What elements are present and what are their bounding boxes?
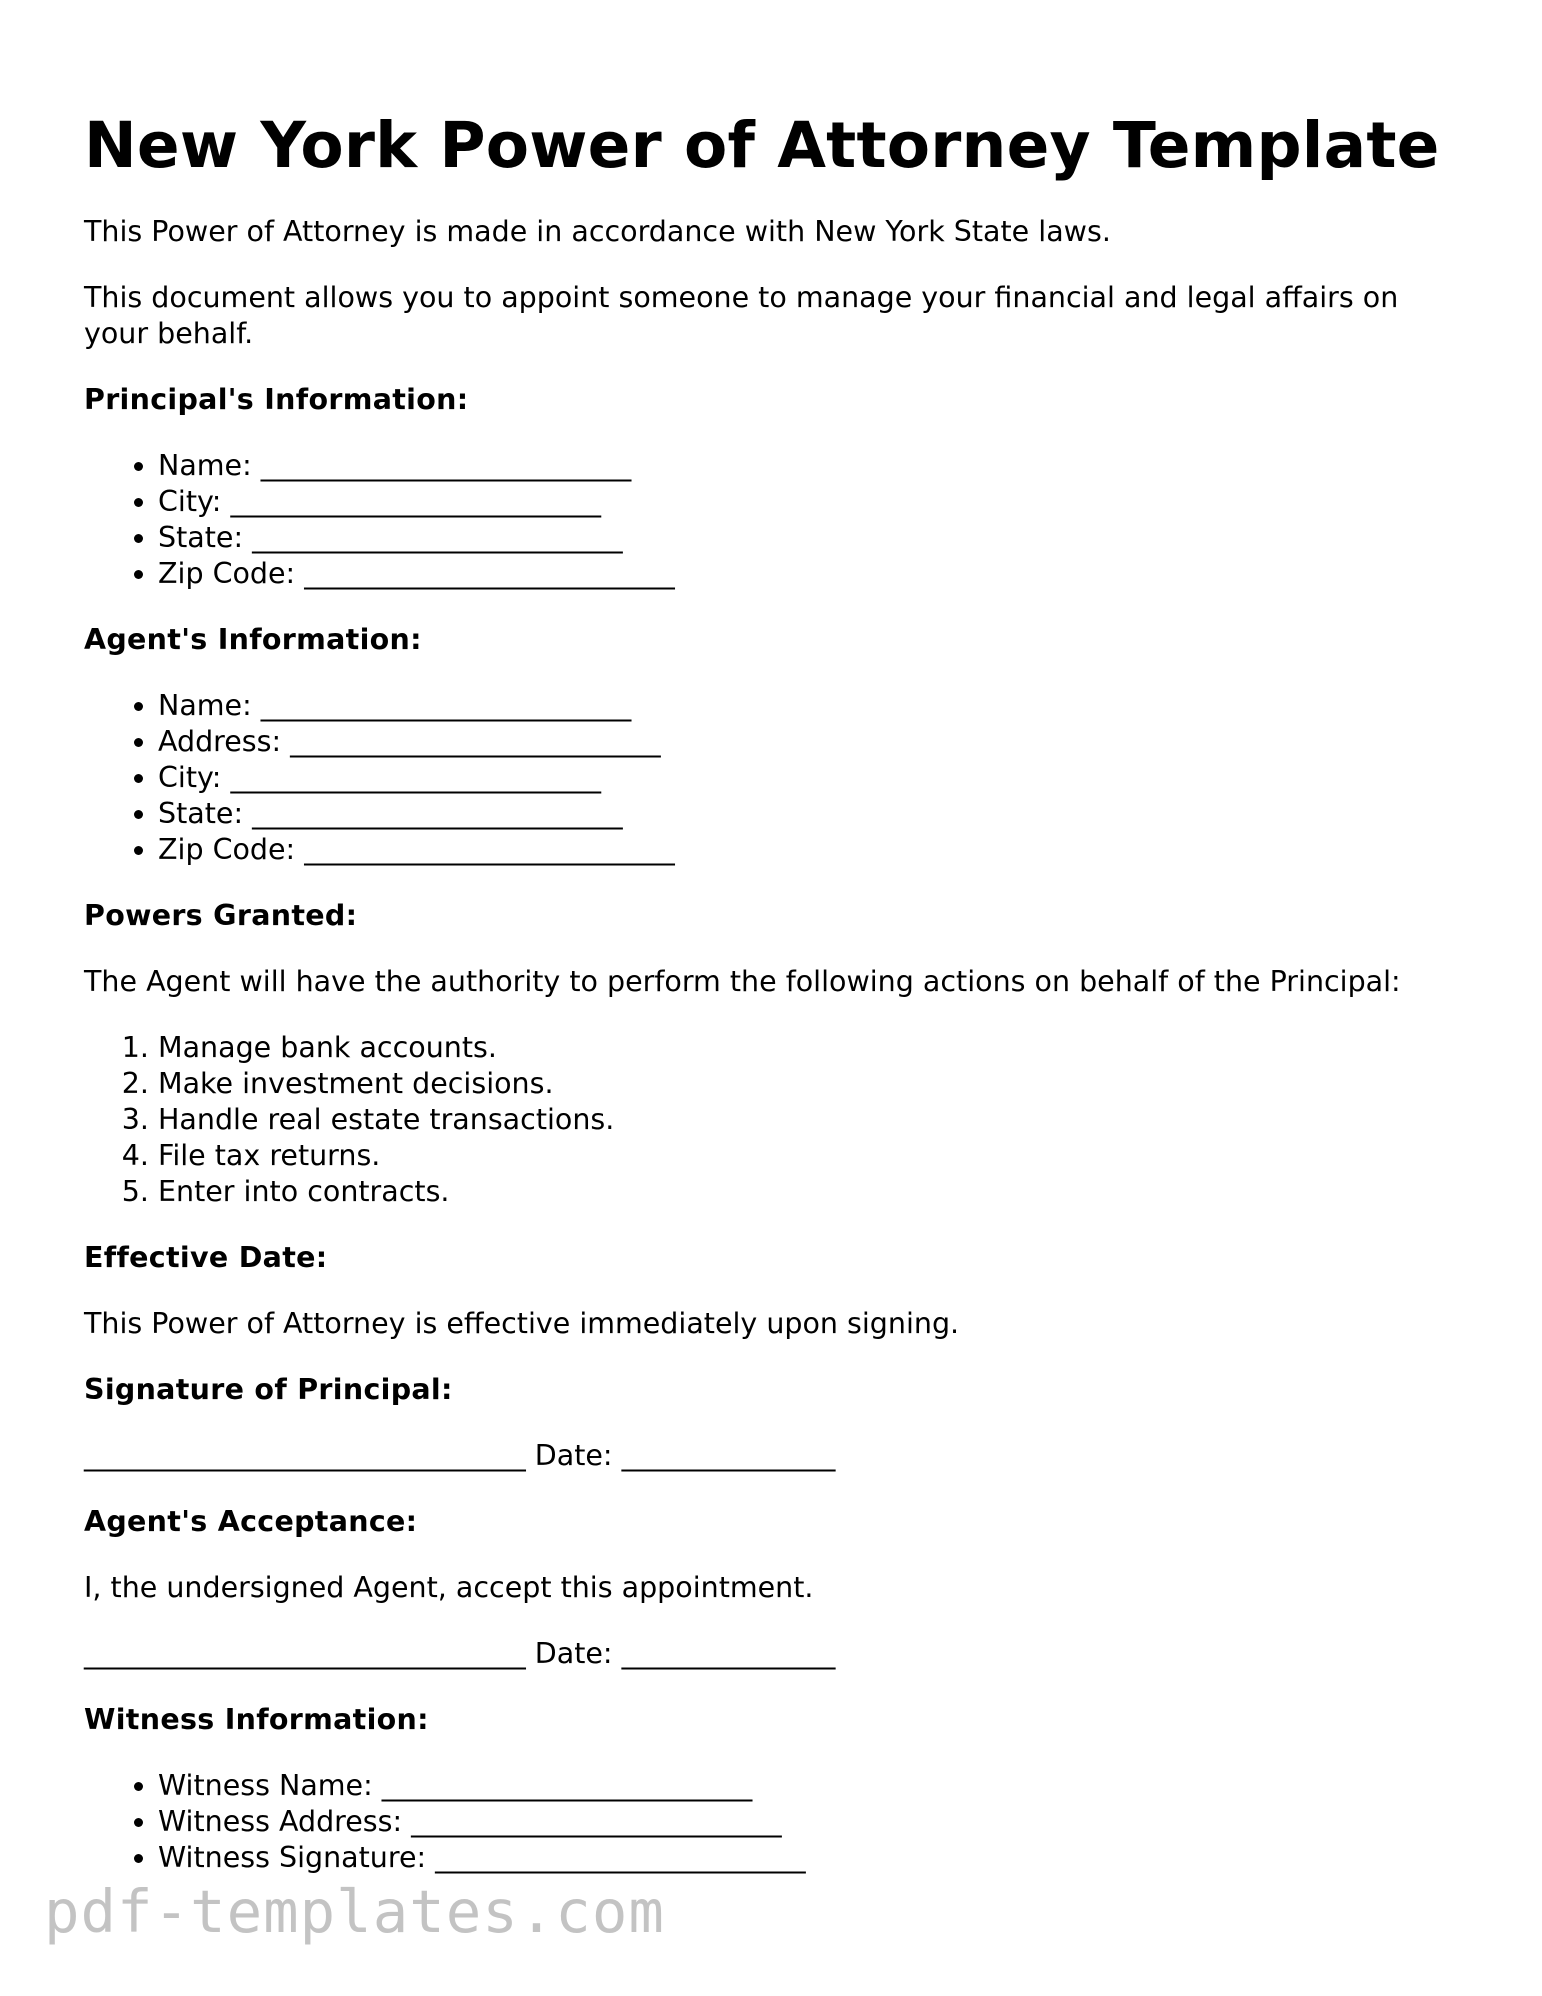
effective-date-heading: Effective Date: <box>84 1241 328 1274</box>
witness-signature-field: • Witness Signature: __________________________ <box>158 1840 1464 1876</box>
witness-name-field: • Witness Name: __________________________ <box>158 1768 1464 1804</box>
principal-info-heading: Principal's Information: <box>84 383 469 416</box>
agent-city-field: • City: __________________________ <box>158 760 1464 796</box>
page-title: New York Power of Attorney Template <box>84 109 1440 182</box>
intro-paragraph-1: This Power of Attorney is made in accordance with New York State laws. <box>84 215 1111 248</box>
intro-paragraph-2: This document allows you to appoint someone to manage your financial and legal affairs on your behalf. <box>84 281 1399 350</box>
principal-name-field: • Name: __________________________ <box>158 448 1464 484</box>
agent-info-heading: Agent's Information: <box>84 623 422 656</box>
agent-info-list <box>84 688 1464 868</box>
principal-signature-line: _______________________________ Date: _______________ <box>84 1439 836 1472</box>
powers-description: The Agent will have the authority to perform the following actions on behalf of the Principal: <box>84 965 1401 998</box>
principal-city-field: • City: __________________________ <box>158 484 1464 520</box>
agent-name-field: • Name: __________________________ <box>158 688 1464 724</box>
powers-list <box>84 1030 1464 1210</box>
witness-info-list <box>84 1768 1464 1876</box>
powers-granted-heading: Powers Granted: <box>84 899 358 932</box>
power-item: 1. Manage bank accounts. <box>158 1030 1464 1066</box>
power-item: 5. Enter into contracts. <box>158 1174 1464 1210</box>
agent-zip-field: • Zip Code: __________________________ <box>158 832 1464 868</box>
effective-date-text: This Power of Attorney is effective immediately upon signing. <box>84 1307 960 1340</box>
agent-signature-line: _______________________________ Date: _______________ <box>84 1637 836 1670</box>
agent-state-field: • State: __________________________ <box>158 796 1464 832</box>
document-page <box>84 108 1464 1906</box>
principal-info-list <box>84 448 1464 592</box>
agent-acceptance-heading: Agent's Acceptance: <box>84 1505 418 1538</box>
witness-address-field: • Witness Address: __________________________ <box>158 1804 1464 1840</box>
power-item: 4. File tax returns. <box>158 1138 1464 1174</box>
principal-signature-heading: Signature of Principal: <box>84 1373 453 1406</box>
witness-info-heading: Witness Information: <box>84 1703 429 1736</box>
agent-address-field: • Address: __________________________ <box>158 724 1464 760</box>
power-item: 3. Handle real estate transactions. <box>158 1102 1464 1138</box>
power-item: 2. Make investment decisions. <box>158 1066 1464 1102</box>
watermark: pdf-templates.com <box>44 1877 665 1946</box>
agent-acceptance-text: I, the undersigned Agent, accept this appointment. <box>84 1571 814 1604</box>
principal-zip-field: • Zip Code: __________________________ <box>158 556 1464 592</box>
principal-state-field: • State: __________________________ <box>158 520 1464 556</box>
